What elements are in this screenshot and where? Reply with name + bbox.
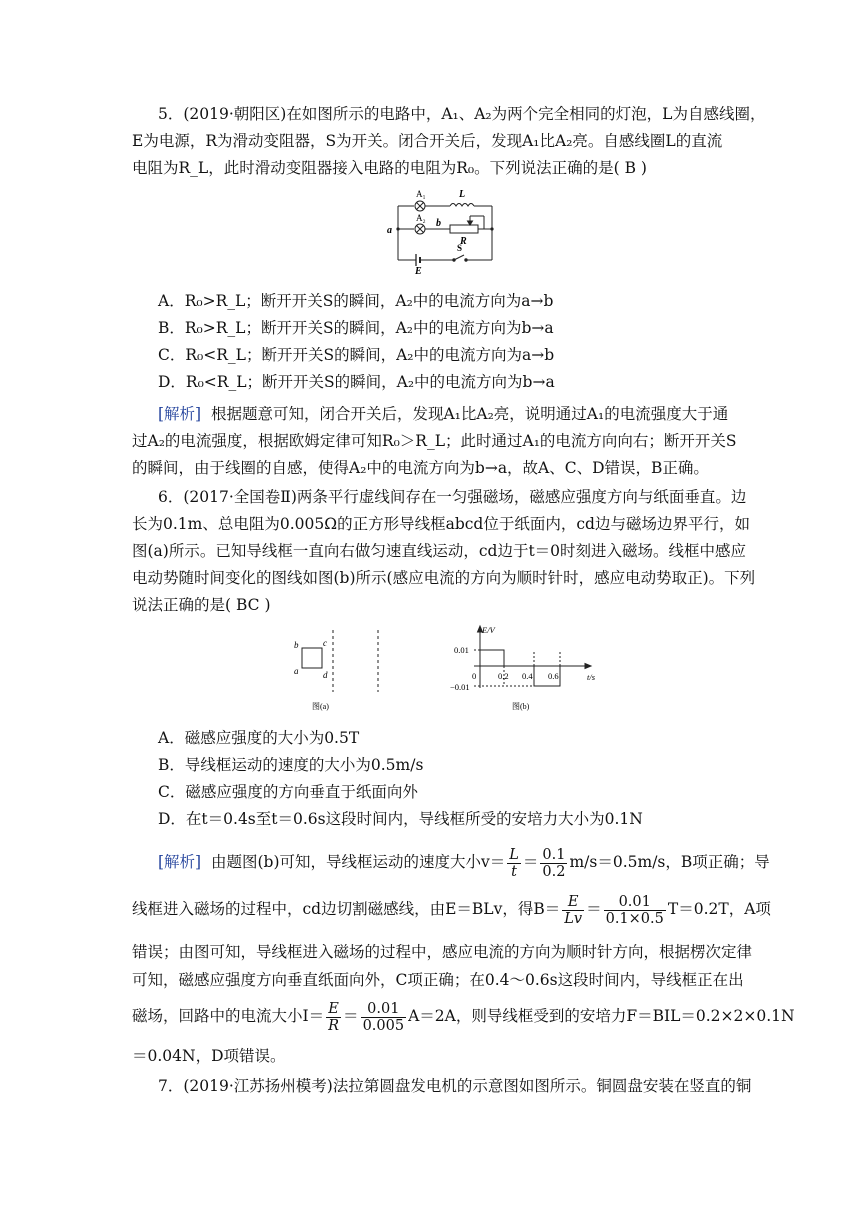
q6-analysis-line-3: 错误；由图可知，导线框进入磁场的过程中，感应电流的方向为顺时针方向，根据楞次定律 — [132, 943, 753, 961]
q5-line-1: 5．(2019·朝阳区)在如图所示的电路中，A₁、A₂为两个完全相同的灯泡，L为自感线圈， — [158, 105, 766, 123]
label-r: R — [460, 236, 467, 247]
fraction-0-1-over-0-2: $\frac{0.1}{0.2}$ — [542, 846, 566, 880]
q6-analysis-text-1b: m/s＝0.5m/s，B项正确；导 — [569, 853, 770, 871]
q6-analysis-line-6: ＝0.04N，D项错误。 — [132, 1047, 286, 1065]
label-a2: A₂ — [416, 213, 426, 223]
fig-b-xlabel: t/s — [587, 672, 596, 682]
q6-analysis-line-1 — [158, 842, 770, 882]
equals-sign: ＝ — [522, 853, 539, 871]
fig-a-label-b: b — [294, 640, 299, 650]
q5-analysis-line-1 — [158, 401, 758, 427]
fig-a-label-a: a — [294, 666, 299, 676]
label-b: b — [436, 218, 441, 229]
fig-b-ypos: 0.01 — [454, 645, 469, 655]
q5-option-b: B．R₀>R_L；断开开关S的瞬间，A₂中的电流方向为b→a — [158, 319, 554, 337]
equals-sign: ＝ — [343, 1007, 359, 1025]
fig-a-label-c: c — [323, 638, 327, 648]
fig-a-label-d: d — [323, 670, 328, 680]
q6-line-4: 电动势随时间变化的图线如图(b)所示(感应电流的方向为顺时针时，感应电动势取正)。下列 — [132, 569, 756, 587]
q6-analysis-line-4: 可知，磁感应强度方向垂直纸面向外，C项正确；在0.4～0.6s这段时间内，导线框正在出 — [132, 971, 744, 989]
fig-b-tick-0-6: 0.6 — [548, 671, 559, 681]
q5-line-2: E为电源，R为滑动变阻器，S为开关。闭合开关后，发现A₁比A₂亮。自感线圈L的直流 — [132, 132, 723, 150]
fraction-0-01-over-0-05: $\frac{0.01}{0.1\times 0.5}$ — [605, 893, 664, 927]
q5-option-a: A．R₀>R_L；断开开关S的瞬间，A₂中的电流方向为a→b — [158, 292, 554, 310]
label-s: S — [457, 243, 463, 253]
q6-analysis-text-5a: 磁场，回路中的电流大小I＝ — [132, 1007, 325, 1025]
label-a1: A₁ — [416, 189, 426, 199]
q5-option-c: C．R₀<R_L；断开开关S的瞬间，A₂中的电流方向为a→b — [158, 346, 555, 364]
fig-b-yneg: −0.01 — [450, 682, 470, 692]
q6-option-a: A．磁感应强度的大小为0.5T — [158, 729, 360, 747]
q5-analysis-line-2: 过A₂的电流强度，根据欧姆定律可知R₀＞R_L；此时通过A₁的电流方向向右；断开开关S — [132, 432, 737, 450]
fraction-0-01-over-0-005: $\frac{0.01}{0.005}$ — [362, 1000, 405, 1034]
q6-analysis-line-2 — [132, 889, 771, 929]
q7-line-1: 7．(2019·江苏扬州模考)法拉第圆盘发电机的示意图如图所示。铜圆盘安装在竖直的铜 — [158, 1077, 752, 1095]
fig-a-caption: 图(a) — [312, 702, 329, 711]
q6-analysis-text-1a: 由题图(b)可知，导线框运动的速度大小v＝ — [210, 853, 506, 871]
fig-b-tick-0-2: 0.2 — [498, 671, 509, 681]
q6-analysis-text-2a: 线框进入磁场的过程中，cd边切割磁感线，由E＝BLv，得B＝ — [132, 900, 561, 918]
q6-line-3: 图(a)所示。已知导线框一直向右做匀速直线运动，cd边于t＝0时刻进入磁场。线框中感应 — [132, 542, 747, 560]
q6-line-1: 6．(2017·全国卷Ⅱ)两条平行虚线间存在一匀强磁场，磁感应强度方向与纸面垂直。边 — [158, 488, 747, 506]
q5-option-d: D．R₀<R_L；断开开关S的瞬间，A₂中的电流方向为b→a — [158, 373, 555, 391]
q5-analysis-text-1: 根据题意可知，闭合开关后，发现A₁比A₂亮，说明通过A₁的电流强度大于通 — [210, 405, 729, 423]
q6-figure-a — [288, 628, 388, 716]
q6-line-2: 长为0.1m、总电阻为0.005Ω的正方形导线框abcd位于纸面内，cd边与磁场边界平行，如 — [132, 515, 750, 533]
q6-option-b: B．导线框运动的速度的大小为0.5m/s — [158, 756, 424, 774]
q6-analysis-line-5 — [132, 996, 795, 1036]
fig-b-caption: 图(b) — [512, 702, 530, 711]
q6-analysis-text-2b: T＝0.2T，A项 — [667, 900, 771, 918]
q6-analysis-text-5b: A＝2A，则导线框受到的安培力F＝BIL＝0.2×2×0.1N — [408, 1007, 795, 1025]
fraction-l-over-t: $\frac{L}{t}$ — [509, 846, 519, 880]
q6-line-5: 说法正确的是( BC ) — [132, 596, 271, 614]
q5-line-3: 电阻为R_L，此时滑动变阻器接入电路的电阻为R₀。下列说法正确的是( B ) — [132, 159, 647, 177]
equals-sign: ＝ — [586, 900, 602, 918]
fraction-e-over-r: $\frac{E}{R}$ — [328, 1000, 340, 1034]
label-e: E — [415, 266, 422, 276]
fig-b-ylabel: E/V — [482, 625, 495, 635]
q5-circuit-diagram — [384, 184, 504, 276]
fraction-e-over-lv: $\frac{E}{Lv}$ — [564, 893, 583, 927]
analysis-tag: [解析] — [158, 405, 202, 423]
q6-option-c: C．磁感应强度的方向垂直于纸面向外 — [158, 783, 418, 801]
label-l: L — [459, 189, 466, 200]
q6-option-d: D．在t＝0.4s至t＝0.6s这段时间内，导线框所受的安培力大小为0.1N — [158, 810, 643, 828]
fig-b-origin: 0 — [472, 671, 477, 681]
q6-figure-b — [444, 622, 604, 716]
label-a: a — [387, 225, 392, 236]
q5-analysis-line-3: 的瞬间，由于线圈的自感，使得A₂中的电流方向为b→a，故A、C、D错误，B正确。 — [132, 459, 709, 477]
fig-b-tick-0-4: 0.4 — [522, 671, 533, 681]
analysis-tag: [解析] — [158, 853, 202, 871]
